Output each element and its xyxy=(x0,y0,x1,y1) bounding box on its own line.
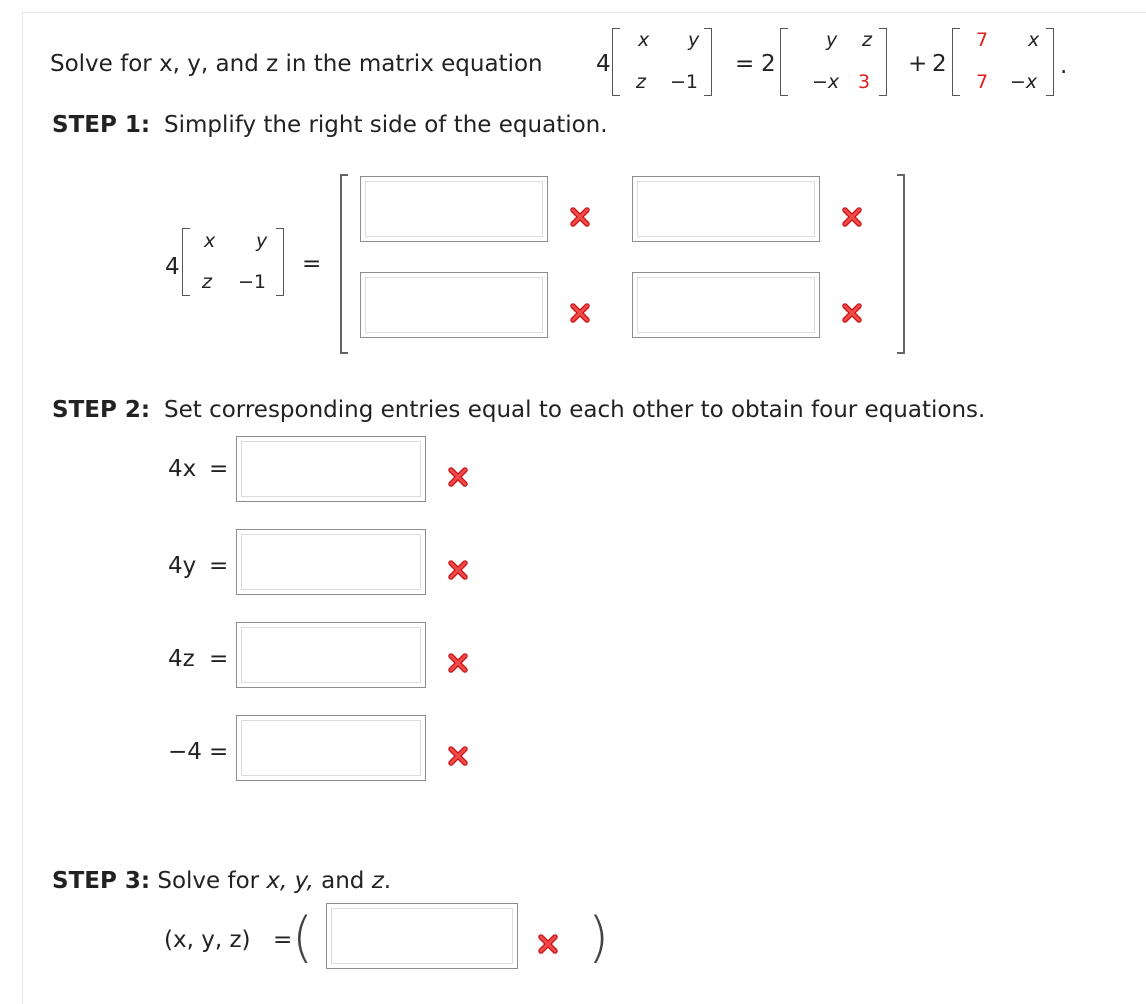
equation-lhs: 4y xyxy=(168,553,197,579)
x-mark-icon xyxy=(446,744,470,768)
plus-sign: + xyxy=(908,51,928,77)
equation-4y-input[interactable] xyxy=(236,529,426,595)
bracket-right xyxy=(1046,28,1054,96)
step3-var-z: z xyxy=(371,868,384,894)
equation-4z-input[interactable] xyxy=(236,622,426,688)
matrix-entry: −x xyxy=(812,71,840,93)
x-mark-icon xyxy=(446,558,470,582)
equals-sign: = xyxy=(209,553,229,579)
matrix-entry: z xyxy=(862,29,872,51)
frame-left-border xyxy=(22,12,23,1004)
x-mark-icon xyxy=(446,465,470,489)
equation-lhs: −4 xyxy=(168,739,202,765)
answer-matrix-r1c2-input[interactable] xyxy=(632,176,820,242)
step3-label: STEP 3: xyxy=(52,868,151,894)
matrix-entry: y xyxy=(688,29,700,51)
answer-matrix-r2c2-input[interactable] xyxy=(632,272,820,338)
open-parenthesis: ( xyxy=(292,906,314,969)
bracket-right xyxy=(276,228,284,296)
frame-top-border xyxy=(22,12,1146,13)
problem-prefix: Solve for x, y, and z in the matrix equation xyxy=(50,51,543,77)
answer-matrix-r1c1-input[interactable] xyxy=(360,176,548,242)
answer-matrix-bracket-left xyxy=(340,174,348,354)
x-mark-icon xyxy=(536,932,560,956)
solution-input[interactable] xyxy=(326,903,518,969)
step3-vars: x, y, xyxy=(266,868,314,894)
answer-matrix-bracket-right xyxy=(897,174,905,354)
equals-sign: = xyxy=(209,739,229,765)
m2-coefficient: 2 xyxy=(761,51,776,77)
equation-4x-input[interactable] xyxy=(236,436,426,502)
bracket-left xyxy=(952,28,960,96)
matrix-entry: z xyxy=(636,71,646,93)
step2-instruction: Set corresponding entries equal to each other to obtain four equations. xyxy=(164,397,986,423)
equals-sign: = xyxy=(209,646,229,672)
matrix-entry: 7 xyxy=(976,29,989,51)
bracket-left xyxy=(780,28,788,96)
solution-tuple-label: (x, y, z) xyxy=(164,927,251,953)
equals-sign: = xyxy=(273,927,293,953)
answer-matrix-r2c1-input[interactable] xyxy=(360,272,548,338)
bracket-left xyxy=(612,28,620,96)
matrix-entry: 7 xyxy=(976,71,989,93)
step3-dot: . xyxy=(383,868,392,894)
matrix-entry: −x xyxy=(1010,71,1038,93)
m3-coefficient: 2 xyxy=(932,51,947,77)
matrix-entry: x xyxy=(1028,29,1040,51)
equation-lhs: 4x xyxy=(168,456,197,482)
lhs-coefficient: 4 xyxy=(596,51,611,77)
bracket-right xyxy=(879,28,887,96)
equals-sign: = xyxy=(735,51,755,77)
bracket-left xyxy=(182,228,190,296)
matrix-entry: −1 xyxy=(670,71,699,93)
step2-label: STEP 2: xyxy=(52,397,151,423)
x-mark-icon xyxy=(446,651,470,675)
x-mark-icon xyxy=(568,205,592,229)
matrix-entry: −1 xyxy=(238,271,267,293)
matrix-entry: y xyxy=(256,230,268,252)
step3-and: and xyxy=(321,868,365,894)
equals-sign: = xyxy=(302,251,322,277)
matrix-entry: x xyxy=(638,29,650,51)
matrix-entry: y xyxy=(826,29,838,51)
step1-label: STEP 1: xyxy=(52,112,151,138)
step3-header xyxy=(52,867,391,895)
equation-neg4-input[interactable] xyxy=(236,715,426,781)
equation-lhs: 4z xyxy=(168,646,195,672)
step1-coefficient: 4 xyxy=(165,254,180,280)
bracket-right xyxy=(704,28,712,96)
close-parenthesis: ) xyxy=(588,906,610,969)
x-mark-icon xyxy=(840,205,864,229)
matrix-entry: 3 xyxy=(858,71,871,93)
x-mark-icon xyxy=(840,301,864,325)
equals-sign: = xyxy=(209,456,229,482)
matrix-entry: z xyxy=(202,271,212,293)
x-mark-icon xyxy=(568,301,592,325)
step3-text-prefix: Solve for xyxy=(157,868,260,894)
step1-instruction: Simplify the right side of the equation. xyxy=(164,112,608,138)
period: . xyxy=(1060,53,1068,79)
matrix-entry: x xyxy=(204,230,216,252)
